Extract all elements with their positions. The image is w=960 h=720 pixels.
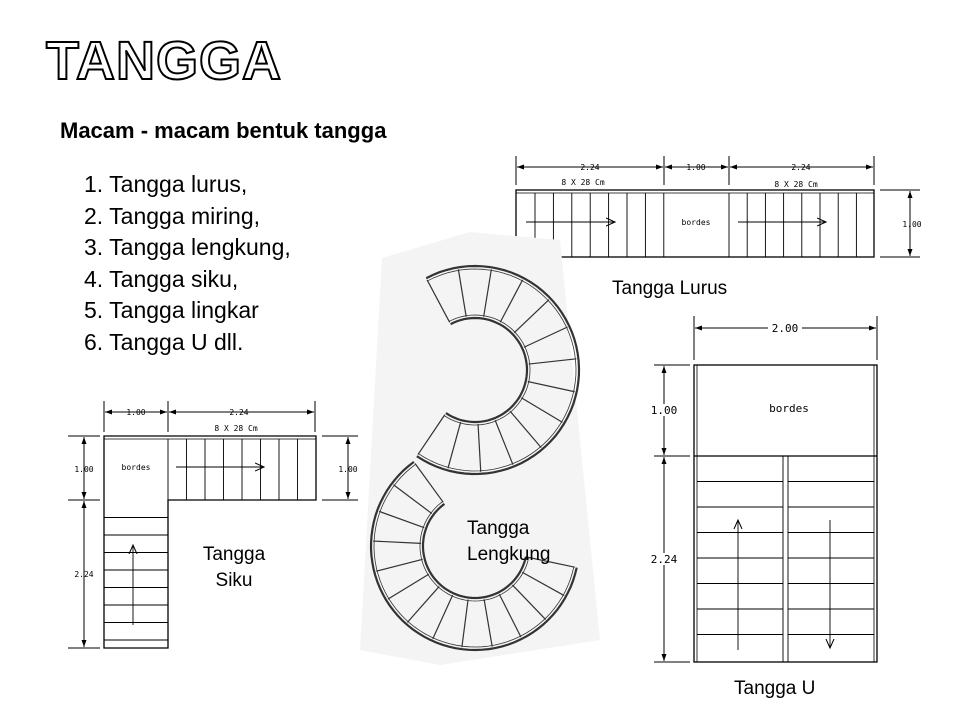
dim-run-vertical: 2.24 xyxy=(74,570,94,579)
dim-width-right: 1.00 xyxy=(338,465,358,474)
landing-label: bordes xyxy=(681,218,711,227)
caption-line: Lengkung xyxy=(467,544,551,565)
dim-run: 2.24 xyxy=(229,408,249,417)
caption-line: Tangga xyxy=(202,544,266,565)
caption-line: Siku xyxy=(215,570,253,591)
item-number: 6. xyxy=(84,328,104,355)
dim-landing: 1.00 xyxy=(650,404,678,417)
item-label: Tangga miring, xyxy=(109,202,261,229)
curved-stair-drawing xyxy=(360,232,600,665)
straight-stair-drawing xyxy=(516,156,920,257)
dim-width: 2.00 xyxy=(771,322,799,335)
dim-run-right: 2.24 xyxy=(791,163,811,172)
item-number: 3. xyxy=(84,234,104,260)
item-label: Tangga U dll. xyxy=(109,328,244,355)
steps-right: 8 X 28 Cm xyxy=(774,180,818,189)
item-number: 2. xyxy=(84,202,104,229)
item-label: Tangga lurus, xyxy=(109,171,248,197)
landing-label: bordes xyxy=(769,402,809,415)
dim-width: 1.00 xyxy=(902,220,922,229)
page-title: TANGGA xyxy=(46,31,282,91)
dim-landing: 1.00 xyxy=(686,163,706,172)
corner-stair-drawing xyxy=(68,401,358,648)
steps-left: 8 X 28 Cm xyxy=(561,178,605,187)
item-number: 1. xyxy=(84,171,104,197)
steps-label: 8 X 28 Cm xyxy=(214,424,258,433)
item-label: Tangga lingkar xyxy=(109,297,259,323)
caption-curved xyxy=(467,516,550,568)
u-stair-drawing xyxy=(654,316,877,662)
caption-line: Tangga xyxy=(467,518,530,539)
caption-u: Tangga U xyxy=(734,678,816,699)
caption-corner xyxy=(193,542,275,594)
dim-width-left: 1.00 xyxy=(74,465,94,474)
subtitle: Macam - macam bentuk tangga xyxy=(60,118,387,143)
dim-run: 2.24 xyxy=(650,553,678,566)
dim-landing: 1.00 xyxy=(126,408,146,417)
landing-label: bordes xyxy=(121,463,151,472)
item-label: Tangga siku, xyxy=(109,265,239,292)
item-number: 5. xyxy=(84,297,104,323)
item-number: 4. xyxy=(84,265,104,292)
item-label: Tangga lengkung, xyxy=(109,234,291,260)
caption-straight: Tangga Lurus xyxy=(612,278,728,299)
dim-run-left: 2.24 xyxy=(580,163,600,172)
